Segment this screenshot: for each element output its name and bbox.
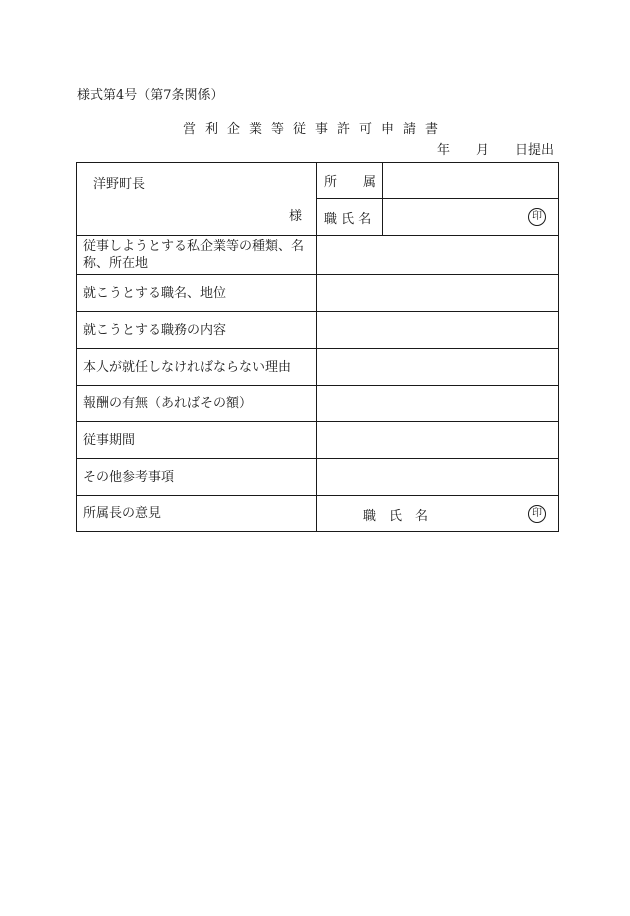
document-title: 営利企業等従事許可申請書 xyxy=(182,122,447,137)
addressee-honorific: 様 xyxy=(288,209,302,224)
notes-field[interactable] xyxy=(317,459,559,496)
row-label-reason: 本人が就任しなければならない理由 xyxy=(77,349,317,386)
addressee-name: 洋野町長 xyxy=(93,177,146,192)
reason-field[interactable] xyxy=(317,349,559,386)
company-field[interactable] xyxy=(317,236,559,275)
seal-icon: 印 xyxy=(528,208,546,226)
row-label-company: 従事しようとする私企業等の種類、名称、所在地 xyxy=(77,236,317,275)
submission-date-line: 年 月 日提出 xyxy=(437,143,555,158)
seal-icon: 印 xyxy=(528,505,546,523)
position-field[interactable] xyxy=(317,275,559,312)
row-label-position: 就こうとする職名、地位 xyxy=(77,275,317,312)
application-form-table xyxy=(76,162,559,532)
affiliation-label-cell xyxy=(317,163,383,199)
affiliation-field[interactable] xyxy=(383,163,559,199)
row-label-notes: その他参考事項 xyxy=(77,459,317,496)
applicant-name-field[interactable] xyxy=(383,199,559,236)
supervisor-opinion-field[interactable] xyxy=(317,496,559,532)
row-label-period: 従事期間 xyxy=(77,422,317,459)
remuneration-field[interactable] xyxy=(317,386,559,422)
row-label-duties: 就こうとする職務の内容 xyxy=(77,312,317,349)
affiliation-label: 所 属 xyxy=(324,175,377,190)
addressee-cell xyxy=(77,163,317,236)
period-field[interactable] xyxy=(317,422,559,459)
name-label: 職 氏 名 xyxy=(324,211,372,227)
row-label-supervisor-opinion: 所属長の意見 xyxy=(77,496,317,532)
supervisor-name-label: 職 氏 名 xyxy=(363,508,429,524)
name-label-cell xyxy=(317,199,383,236)
form-number: 様式第4号（第7条関係） xyxy=(77,88,224,103)
row-label-remuneration: 報酬の有無（あればその額） xyxy=(77,386,317,422)
duties-field[interactable] xyxy=(317,312,559,349)
